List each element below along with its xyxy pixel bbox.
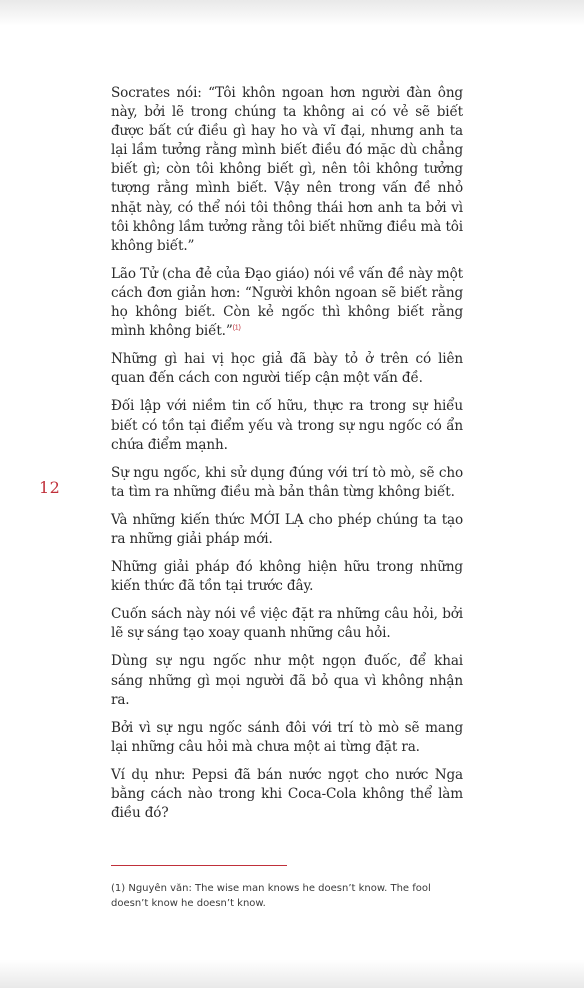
- body-text: [111, 84, 463, 832]
- paragraph: Những gì hai vị học giả đã bày tỏ ở trên có liên quan đến cách con người tiếp cận một vấn đề.: [111, 351, 463, 387]
- paragraph-socrates-quote: Socrates nói: “Tôi khôn ngoan hơn người đàn ông này, bởi lẽ trong chúng ta không ai có vẻ sẽ biết được bất cứ điều gì hay ho và vĩ đại, nhưng anh ta lại lầm tưởng rằng mình biết điều đó mặc dù chẳng biết gì; còn tôi không biết gì, nên tôi không tưởng tượng rằng mình biết. Vậy nên trong vấn đề nhỏ nhặt này, có thể nói tôi thông thái hơn anh ta bởi vì tôi không lầm tưởng rằng tôi biết những điều mà tôi không biết.”: [111, 85, 463, 254]
- page-top-shadow: [0, 0, 584, 26]
- page-number: 12: [39, 478, 61, 497]
- paragraph-lao-tzu-text: Lão Tử (cha đẻ của Đạo giáo) nói về vấn đề này một cách đơn giản hơn: “Người khôn ngoan sẽ biết rằng họ không biết. Còn kẻ ngốc thì không biết rằng mình không biết.”: [111, 265, 463, 340]
- paragraph: Sự ngu ngốc, khi sử dụng đúng với trí tò mò, sẽ cho ta tìm ra những điều mà bản thân từng không biết.: [111, 464, 463, 500]
- footnote-reference[interactable]: (1): [232, 324, 241, 332]
- paragraph: Những giải pháp đó không hiện hữu trong những kiến thức đã tồn tại trước đây.: [111, 559, 463, 595]
- paragraph: Bởi vì sự ngu ngốc sánh đôi với trí tò mò sẽ mang lại những câu hỏi mà chưa một ai từng đặt ra.: [111, 719, 463, 755]
- page-bottom-shadow: [0, 960, 584, 988]
- paragraph: Và những kiến thức MỚI LẠ cho phép chúng ta tạo ra những giải pháp mới.: [111, 511, 463, 547]
- paragraph-lao-tzu-quote: [111, 265, 463, 341]
- paragraph: Cuốn sách này nói về việc đặt ra những câu hỏi, bởi lẽ sự sáng tạo xoay quanh những câu hỏi.: [111, 606, 463, 642]
- paragraph: Dùng sự ngu ngốc như một ngọn đuốc, để khai sáng những gì mọi người đã bỏ qua vì không nhận ra.: [111, 653, 463, 708]
- paragraph: Đối lập với niềm tin cố hữu, thực ra trong sự hiểu biết có tồn tại điểm yếu và trong sự ngu ngốc có ẩn chứa điểm mạnh.: [111, 398, 463, 453]
- paragraph: Ví dụ như: Pepsi đã bán nước ngọt cho nước Nga bằng cách nào trong khi Coca-Cola không thể làm điều đó?: [111, 766, 463, 822]
- footnote: (1) Nguyên văn: The wise man knows he doesn’t know. The fool doesn’t know he doesn’t know.: [111, 883, 431, 909]
- footnote-divider: [111, 865, 287, 866]
